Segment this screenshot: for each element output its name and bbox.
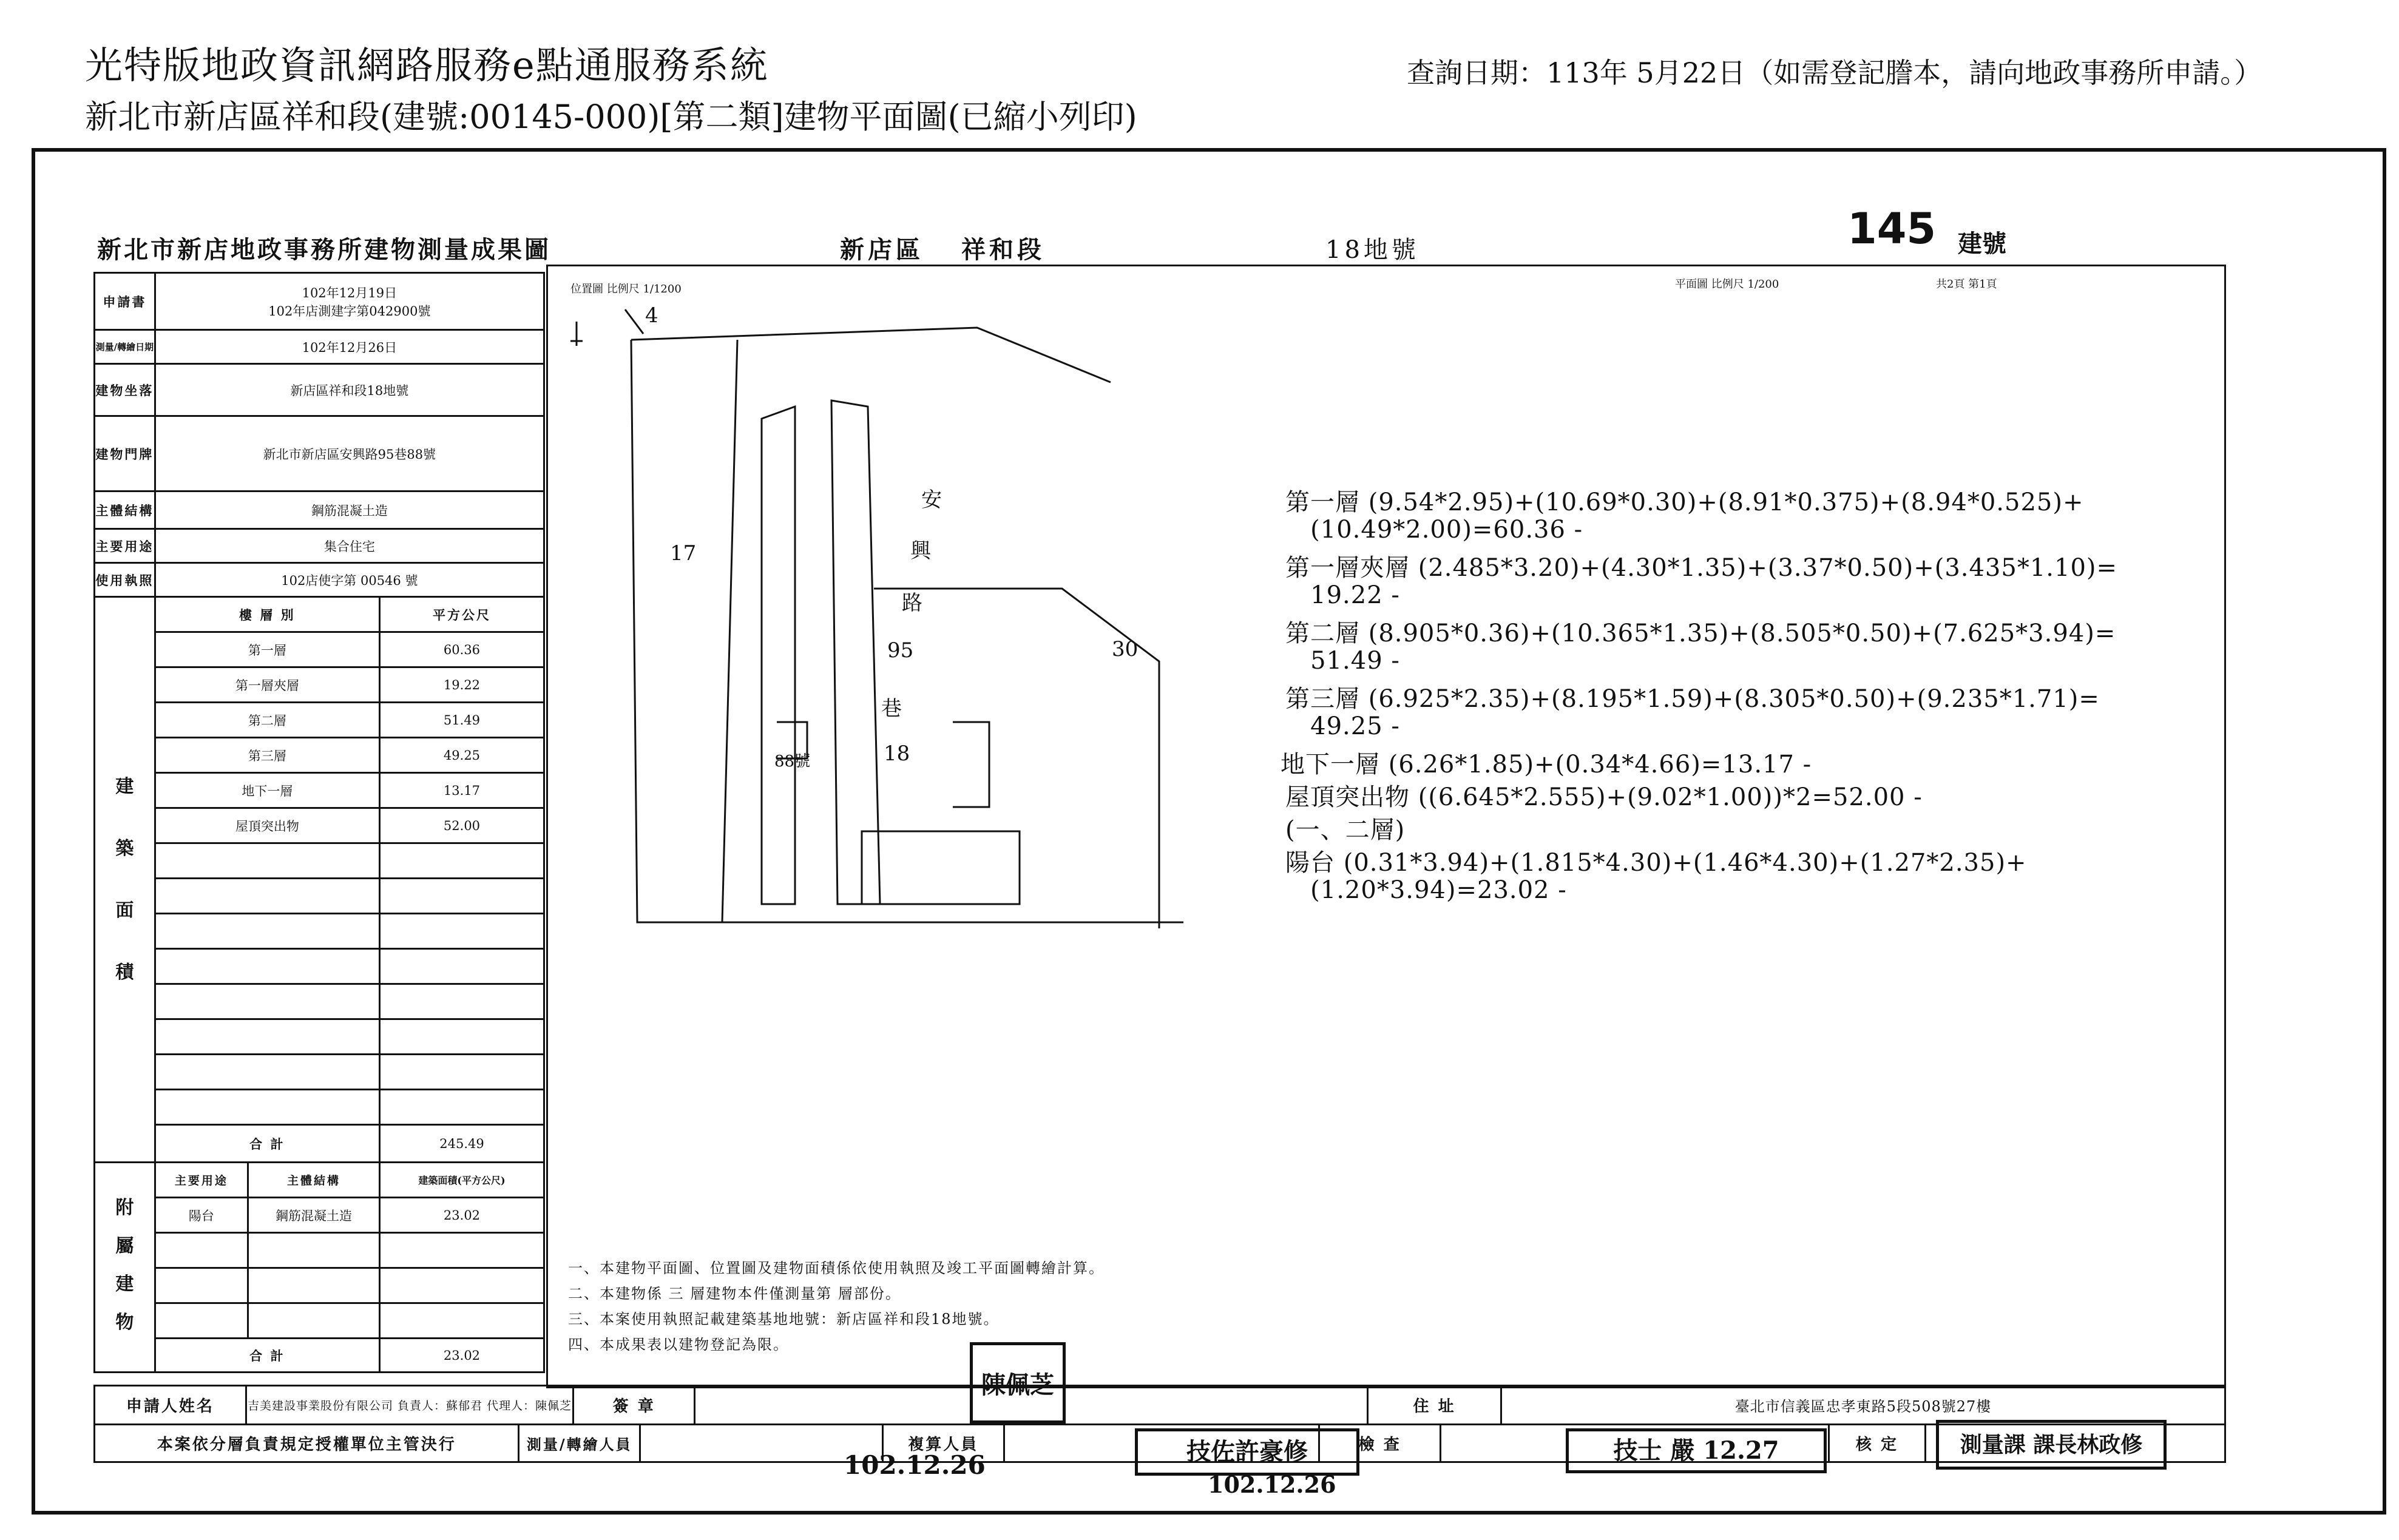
- empty-row: [155, 984, 379, 1019]
- annex-struct-header: 主體結構: [248, 1163, 380, 1198]
- road-char-1: 安: [921, 488, 942, 512]
- note-3: 三、本案使用執照記載建築基地地號：新店區祥和段18地號。: [568, 1311, 1000, 1328]
- note-1: 一、本建物平面圖、位置圖及建物面積係依使用執照及竣工平面圖轉繪計算。: [568, 1260, 1105, 1277]
- formula-5: 地下一層 (6.26*1.85)+(0.34*4.66)=13.17 ‐: [1281, 751, 1812, 778]
- annex-use-header: 主要用途: [155, 1163, 248, 1198]
- use-label: 主要用途: [95, 529, 155, 563]
- floor-row-4: 第三層: [155, 738, 379, 773]
- applicant-value: 吉美建設事業股份有限公司 負責人：蘇郁君 代理人：陳佩芝: [246, 1386, 574, 1425]
- map-label-30: 30: [1112, 637, 1139, 661]
- map-label-17: 17: [670, 541, 697, 566]
- empty-cell: [248, 1268, 380, 1303]
- floor-row-3: 第二層: [155, 703, 379, 738]
- floor-row-5: 地下一層: [155, 773, 379, 808]
- empty-cell: [379, 1055, 544, 1090]
- recheck-label: 複算人員: [882, 1425, 1004, 1462]
- license-label: 使用執照: [95, 563, 155, 597]
- location-label: 建物坐落: [95, 364, 155, 416]
- address-value: 臺北市信義區忠孝東路5段508號27樓: [1501, 1386, 2225, 1425]
- formula-3b: 51.49 ‐: [1285, 647, 1400, 675]
- inspect-label: 檢 查: [1319, 1425, 1441, 1462]
- survey-date-label: 測量/轉繪日期: [95, 330, 155, 364]
- empty-cell: [379, 984, 544, 1019]
- road-char-2: 興: [910, 539, 931, 563]
- area-total: 245.49: [379, 1125, 544, 1163]
- document-subtitle: 新北市新店區祥和段(建號:00145-000)[第二類]建物平面圖(已縮小列印): [85, 98, 1137, 136]
- building-number: 145: [1847, 204, 1937, 254]
- empty-cell: [379, 949, 544, 984]
- info-table: [93, 272, 545, 1373]
- apply-label: 申請書: [95, 273, 155, 330]
- note-2: 二、本建物係 三 層建物本件僅測量第 層部份。: [568, 1285, 901, 1302]
- structure-value: 鋼筋混凝土造: [155, 491, 544, 529]
- formula-1b: (10.49*2.00)=60.36 ‐: [1285, 516, 1583, 544]
- empty-cell: [379, 914, 544, 949]
- approve-label: 核 定: [1829, 1425, 1926, 1462]
- applicant-label: 申請人姓名: [95, 1386, 246, 1425]
- query-date: 查詢日期：113年 5月22日（如需登記謄本，請向地政事務所申請。）: [1407, 56, 2262, 89]
- area-row-3: 51.49: [379, 703, 544, 738]
- plan-title: 平面圖 比例尺 1/200: [1675, 278, 1779, 291]
- formula-3: 第二層 (8.905*0.36)+(10.365*1.35)+(8.505*0.50)+(7.625*3.94)=: [1285, 620, 2116, 647]
- formula-4: 第三層 (6.925*2.35)+(8.195*1.59)+(8.305*0.50)+(9.235*1.71)=: [1285, 685, 2100, 713]
- empty-row: [155, 949, 379, 984]
- district: 新店區: [840, 235, 924, 264]
- area-row-6: 52.00: [379, 808, 544, 843]
- area-section-label: 建築面積: [95, 597, 155, 1163]
- formula-6: 屋頂突出物 ((6.645*2.555)+(9.02*1.00))*2=52.00 ‐: [1285, 783, 1923, 811]
- map-label-4: 4: [645, 303, 658, 328]
- area-row-4: 49.25: [379, 738, 544, 773]
- area-header: 平方公尺: [379, 597, 544, 632]
- empty-cell: [248, 1233, 380, 1268]
- formula-7b: (1.20*3.94)=23.02 ‐: [1285, 876, 1567, 904]
- formula-6b: (一、二層): [1285, 816, 1406, 844]
- lot-number: 18地號: [1325, 236, 1419, 264]
- empty-row: [155, 843, 379, 879]
- area-row-1: 60.36: [379, 632, 544, 667]
- door-label: 建物門牌: [95, 416, 155, 491]
- inspect-stamp: 技士 嚴 12.27: [1566, 1428, 1827, 1473]
- seal-label: 簽 章: [574, 1386, 695, 1425]
- building-number-label: 建號: [1958, 229, 2006, 258]
- area-row-2: 19.22: [379, 667, 544, 703]
- formula-1: 第一層 (9.54*2.95)+(10.69*0.30)+(8.91*0.375)+(8.94*0.525)+: [1285, 488, 2084, 516]
- note-4: 四、本成果表以建物登記為限。: [568, 1336, 789, 1353]
- surveyor-label: 測量/轉繪人員: [519, 1425, 640, 1462]
- floor-row-6: 屋頂突出物: [155, 808, 379, 843]
- approve-stamp: 測量課 課長林政修: [1936, 1420, 2167, 1470]
- floor-header: 樓 層 別: [155, 597, 379, 632]
- empty-cell: [379, 1268, 544, 1303]
- annex-struct: 鋼筋混凝土造: [248, 1198, 380, 1233]
- formula-2: 第一層夾層 (2.485*3.20)+(4.30*1.35)+(3.37*0.50)+(3.435*1.10)=: [1285, 554, 2118, 582]
- use-value: 集合住宅: [155, 529, 544, 563]
- doc-title: 新北市新店地政事務所建物測量成果圖: [97, 235, 551, 264]
- address-label: 住 址: [1368, 1386, 1501, 1425]
- footer-table: [93, 1385, 2226, 1425]
- applicant-seal: 陳佩芝: [970, 1342, 1066, 1423]
- empty-cell: [379, 1019, 544, 1055]
- floor-row-1: 第一層: [155, 632, 379, 667]
- empty-cell: [379, 843, 544, 879]
- area-row-5: 13.17: [379, 773, 544, 808]
- seal-area: [695, 1386, 1368, 1425]
- system-title: 光特版地政資訊網路服務e點通服務系統: [85, 43, 769, 87]
- empty-cell: [379, 1303, 544, 1339]
- empty-cell: [379, 1233, 544, 1268]
- formula-4b: 49.25 ‐: [1285, 712, 1400, 740]
- road-char-3: 路: [902, 591, 922, 615]
- annex-area: 23.02: [379, 1198, 544, 1233]
- lane-num: 95: [887, 638, 914, 663]
- empty-cell: [379, 1090, 544, 1125]
- door-value: 新北市新店區安興路95巷88號: [155, 416, 544, 491]
- survey-date-value: 102年12月26日: [155, 330, 544, 364]
- location-value: 新店區祥和段18地號: [155, 364, 544, 416]
- section: 祥和段: [961, 235, 1045, 264]
- empty-cell: [248, 1303, 380, 1339]
- page-info: 共2頁 第1頁: [1936, 278, 1997, 291]
- annex-area-header: 建築面積(平方公尺): [379, 1163, 544, 1198]
- empty-row: [155, 1019, 379, 1055]
- empty-row: [155, 1090, 379, 1125]
- empty-cell: [379, 879, 544, 914]
- formula-7: 陽台 (0.31*3.94)+(1.815*4.30)+(1.46*4.30)+(1.27*2.35)+: [1285, 849, 2027, 877]
- floor-row-2: 第一層夾層: [155, 667, 379, 703]
- annex-total-label: 合 計: [155, 1339, 379, 1373]
- empty-row: [155, 914, 379, 949]
- empty-cell: [155, 1233, 248, 1268]
- survey-date-handwritten: 102.12.26: [844, 1450, 986, 1480]
- location-map: [552, 297, 1232, 941]
- house-no-label: 88號: [774, 752, 811, 771]
- structure-label: 主體結構: [95, 491, 155, 529]
- recheck-date: 102.12.26: [1208, 1471, 1336, 1498]
- annex-use: 陽台: [155, 1198, 248, 1233]
- formula-2b: 19.22 ‐: [1285, 581, 1400, 609]
- recheck-stamp: 技佐許豪修: [1135, 1428, 1359, 1476]
- annex-total: 23.02: [379, 1339, 544, 1373]
- lot-18-label: 18: [884, 741, 910, 766]
- annex-section-label: 附屬建物: [95, 1163, 155, 1373]
- empty-cell: [155, 1268, 248, 1303]
- license-value: 102店使字第 00546 號: [155, 563, 544, 597]
- location-map-title: 位置圖 比例尺 1/1200: [570, 283, 682, 296]
- authorization-note: 本案依分層負責規定授權單位主管決行: [95, 1425, 519, 1462]
- area-total-label: 合 計: [155, 1125, 379, 1163]
- apply-value: 102年12月19日 102年店測建字第042900號: [155, 273, 544, 330]
- empty-cell: [155, 1303, 248, 1339]
- empty-row: [155, 879, 379, 914]
- lane-char: 巷: [881, 697, 902, 721]
- empty-row: [155, 1055, 379, 1090]
